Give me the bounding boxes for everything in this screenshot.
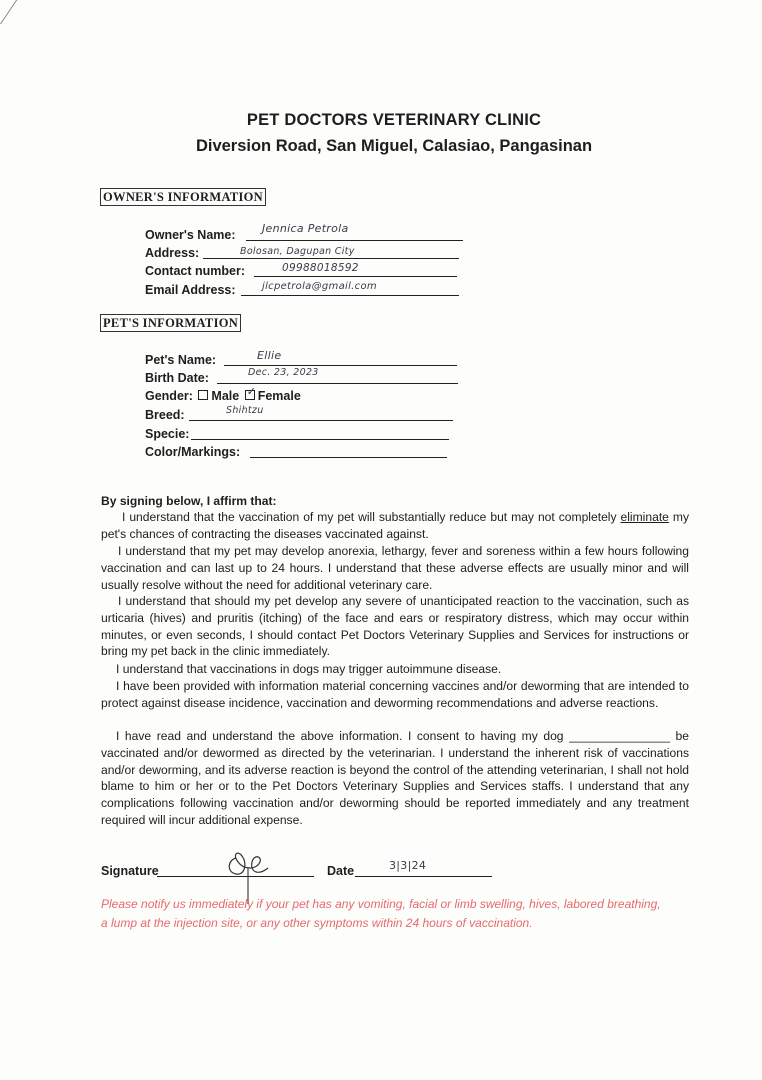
dog-name-blank[interactable]: _______________ (569, 729, 670, 743)
birth-date-value: Dec. 23, 2023 (248, 367, 319, 378)
paragraph-6-text-end: be vaccinated and/or dewormed as directed by the veterinarian. I understand the inherent risk of vaccinations and/or deworming, and its adverse reaction is beyond the control of the attending veterinarian, I shall not hold blame to him or her or to the Pet Doctors Veterinary Supplies and Services staffs. I understand that any complications following vaccination and/or deworming should be reported immediately and any treatment required will incur additional expense. (101, 729, 690, 827)
affirmation-paragraph-4: I understand that vaccinations in dogs may trigger autoimmune disease. (116, 662, 502, 676)
pet-section-title: PET'S INFORMATION (100, 314, 241, 332)
affirmation-heading: By signing below, I affirm that: (101, 494, 277, 508)
address-value: Bolosan, Dagupan City (240, 246, 355, 257)
affirmation-paragraph-2: I understand that my pet may develop anorexia, lethargy, fever and soreness within a few hours following vaccination and can last up to 24 hours. I understand that these adverse effects are usually minor and will usually resolve without the need for additional veterinary care. (101, 544, 689, 592)
signature-label: Signature (101, 864, 159, 878)
contact-number-label: Contact number: (145, 264, 245, 278)
owner-name-label: Owner's Name: (145, 228, 236, 242)
breed-value: Shihtzu (226, 405, 264, 416)
clinic-address: Diversion Road, San Miguel, Calasiao, Pangasinan (195, 137, 593, 155)
color-markings-label: Color/Markings: (145, 445, 241, 459)
paragraph-1-text: I understand that the vaccination of my pet will substantially reduce but may not completely (122, 510, 621, 524)
gender-label: Gender: (145, 389, 193, 403)
female-label: Female (257, 389, 301, 403)
notify-notice: Please notify us immediately if your pet has any vomiting, facial or limb swelling, hives, labored breathing, a lump at the injection site, or any other symptoms within 24 hours of vaccination. (101, 897, 661, 930)
pet-name-label: Pet's Name: (145, 353, 217, 367)
birth-date-label: Birth Date: (145, 371, 209, 385)
email-value: jlcpetrola@gmail.com (262, 281, 377, 292)
contact-number-value: 09988018592 (282, 262, 359, 274)
email-label: Email Address: (145, 283, 236, 297)
male-label: Male (211, 389, 240, 403)
affirmation-paragraph-3: I understand that should my pet develop any severe of unanticipated reaction to the vaccination, such as urticaria (hives) and pruritis (itching) of the face and ears or respiratory distress, which may occur within minutes, or even seconds, I should contact Pet Doctors Veterinary Supplies and Services for instructions or bring my pet back in the clinic immediately. (101, 594, 689, 659)
owner-name-line (246, 240, 463, 241)
breed-line (189, 420, 453, 421)
date-label: Date (327, 864, 355, 878)
clinic-name: PET DOCTORS VETERINARY CLINIC (246, 111, 542, 129)
paragraph-6-text: I have read and understand the above information. I consent to having my dog (116, 729, 570, 743)
paragraph-1-text-end: my pet's chances of contracting the diseases vaccinated against. (101, 510, 689, 541)
affirmation-paragraph-6 (101, 728, 689, 829)
male-checkbox[interactable] (198, 390, 208, 400)
female-checkbox[interactable] (245, 386, 256, 400)
page-fold-mark (0, 0, 33, 24)
pet-name-value: Ellie (257, 349, 282, 362)
email-line (241, 295, 459, 296)
date-line[interactable] (355, 876, 492, 877)
contact-number-line (254, 276, 457, 277)
affirmation-paragraph-1 (101, 509, 689, 543)
owner-section-title: OWNER'S INFORMATION (100, 188, 266, 206)
gender-row (145, 386, 301, 403)
color-markings-line (250, 457, 447, 458)
breed-label: Breed: (145, 408, 185, 422)
eliminate-underlined: eliminate (620, 510, 669, 524)
date-value: 3|3|24 (389, 859, 427, 872)
specie-label: Specie: (145, 427, 190, 441)
address-label: Address: (145, 246, 200, 260)
owner-name-value: Jennica Petrola (262, 222, 349, 235)
pet-name-line (224, 365, 457, 366)
specie-line (191, 439, 449, 440)
checkmark-icon: ✓ (246, 386, 256, 398)
affirmation-paragraph-5: I have been provided with information material concerning vaccines and/or deworming that are intended to protect against disease incidence, vaccination and deworming recommendations and adverse reactions. (101, 679, 689, 710)
address-line (203, 258, 459, 259)
birth-date-line (217, 383, 458, 384)
